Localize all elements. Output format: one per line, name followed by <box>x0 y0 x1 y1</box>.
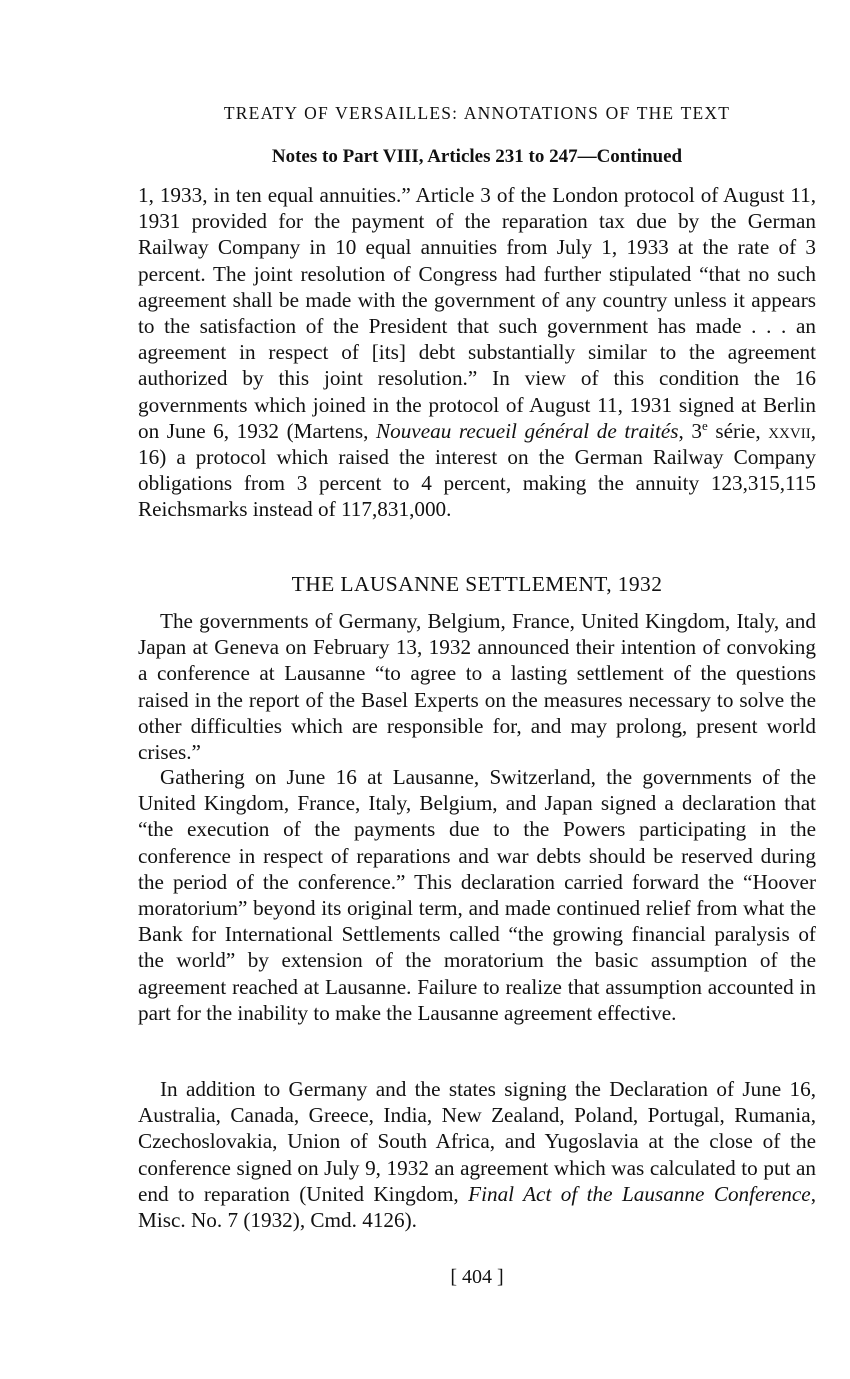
section-subhead: Notes to Part VIII, Articles 231 to 247—Continued <box>271 146 683 167</box>
paragraph-text: The governments of Germany, Belgium, France, United Kingdom, Italy, and Japan at Geneva on February 13, 1932 announced their intention of convoking a conference at Lausanne “to agree to a lasting settlement of the questions raised in the report of the Basel Experts on the measures necessary to solve the other difficulties which are responsible for, and may prolong, present world crises.” <box>138 609 816 765</box>
section-heading: THE LAUSANNE SETTLEMENT, 1932 <box>291 572 663 596</box>
paragraph-text: , Misc. No. 7 (1932), Cmd. 4126). <box>138 1181 816 1233</box>
volume-numeral: xxvii <box>768 418 811 443</box>
series-number: , 3 <box>678 418 702 443</box>
citation-title: Final Act of the Lausanne Conference <box>468 1181 811 1206</box>
paragraph-text: In addition to Germany and the states signing the Declaration of June 16, Australia, Canada, Greece, India, New Zealand, Poland, Portugal, Rumania, Czechoslovakia, Union of South Africa, and Yugoslavia at the close of the conference signed on July 9, 1932 an agreement which was calculated to put an end to reparation (United Kingdom, <box>138 1077 816 1206</box>
paragraph <box>138 608 816 765</box>
continuation-text-b: , 16) a protocol which raised the interest on the German Railway Company obligations from 3 percent to 4 percent, making the annuity 123,315,115 Reichsmarks instead of 117,831,000. <box>138 418 816 522</box>
continuation-paragraph <box>138 182 816 523</box>
paragraph <box>138 1076 816 1233</box>
series-superscript: e <box>701 417 708 433</box>
series-word: série, <box>707 418 769 443</box>
running-head: TREATY OF VERSAILLES: ANNOTATIONS OF THE TEXT <box>223 103 731 123</box>
citation-title: Nouveau recueil général de traités <box>375 418 679 443</box>
page-number: [ 404 ] <box>450 1266 504 1288</box>
paragraph-text: Gathering on June 16 at Lausanne, Switzerland, the governments of the United Kingdom, France, Italy, Belgium, and Japan signed a declaration that “the execution of the payments due to the Powers participating in the conference in respect of reparations and war debts should be reserved during the period of the conference.” This declaration carried forward the “Hoover moratorium” beyond its original term, and made continued relief from what the Bank for International Settlements called “the growing financial paralysis of the world” by extension of the moratorium the basic assumption of the agreement reached at Lausanne. Failure to realize that assumption accounted in part for the inability to make the Lausanne agreement effective. <box>138 765 816 1025</box>
continuation-text-a: 1, 1933, in ten equal annuities.” Article 3 of the London protocol of August 11, 1931 provided for the payment of the reparation tax due by the German Railway Company in 10 equal annuities from July 1, 1933 at the rate of 3 percent. The joint resolution of Congress had further stipulated “that no such agreement shall be made with the government of any country unless it appears to the satisfaction of the President that such government has made . . . an agreement in respect of [its] debt substantially similar to the agreement authorized by this joint resolution.” In view of this condition the 16 governments which joined in the protocol of August 11, 1931 signed at Berlin on June 6, 1932 (Martens, <box>138 183 816 443</box>
paragraph <box>138 764 816 1026</box>
